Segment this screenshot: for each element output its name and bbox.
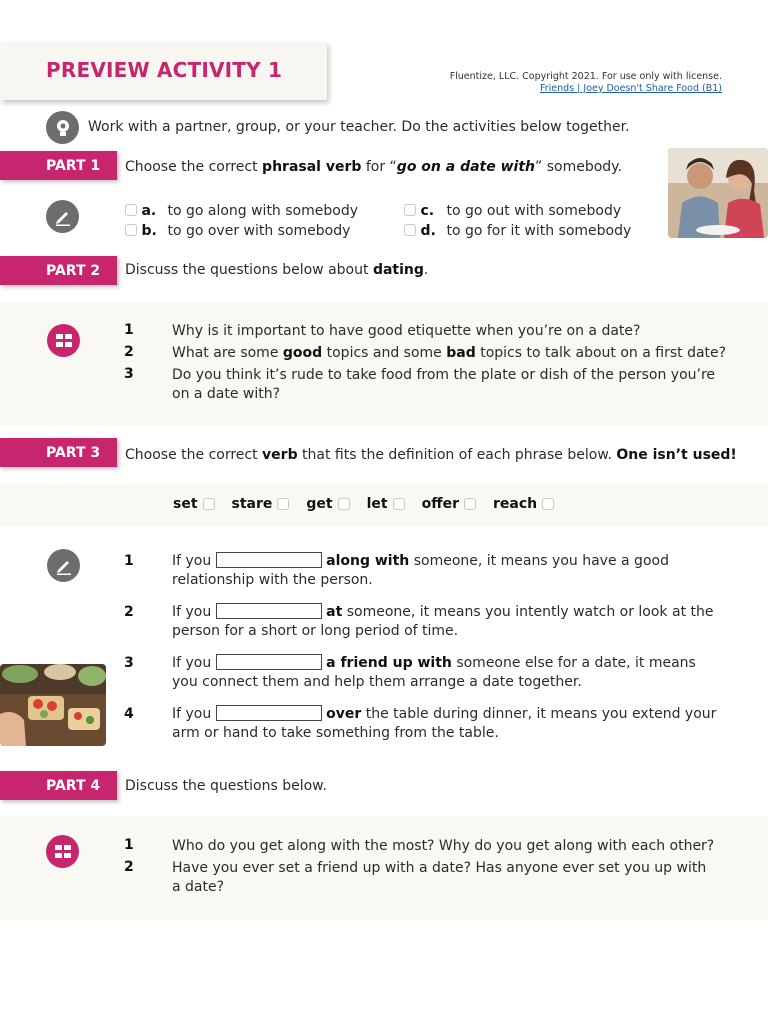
part3-q1: If you along with someone, it means you have a good relationship with the person. bbox=[172, 553, 669, 588]
part3-q3-num: 3 bbox=[124, 655, 134, 671]
word-reach[interactable]: reach bbox=[493, 496, 554, 512]
part2-q2: What are some good topics and some bad topics to talk about on a first date? bbox=[172, 345, 727, 361]
part4-q1-num: 1 bbox=[124, 837, 134, 853]
part4-q1: Who do you get along with the most? Why do you get along with each other? bbox=[172, 838, 715, 854]
part2-tag: PART 2 bbox=[0, 256, 117, 285]
part3-q2: If you at someone, it means you intently watch or look at the person for a short or long period of time. bbox=[172, 604, 714, 639]
part3-tag: PART 3 bbox=[0, 438, 117, 467]
part2-block bbox=[0, 302, 768, 426]
pencil-icon bbox=[47, 549, 80, 582]
copyright-block bbox=[450, 71, 722, 95]
part2-instruction: Discuss the questions below about dating. bbox=[125, 262, 429, 278]
part4-q2-num: 2 bbox=[124, 859, 134, 875]
part4-instruction: Discuss the questions below. bbox=[125, 778, 327, 794]
pencil-icon bbox=[46, 200, 79, 233]
option-c-checkbox[interactable] bbox=[404, 204, 416, 216]
part1-options-left bbox=[125, 201, 358, 241]
option-b-checkbox[interactable] bbox=[125, 224, 137, 236]
part2-q3-num: 3 bbox=[124, 366, 134, 382]
copyright-text: Fluentize, LLC. Copyright 2021. For use only with license. bbox=[449, 71, 722, 82]
word-bank-list bbox=[173, 496, 554, 512]
answer-blank-3[interactable] bbox=[216, 654, 322, 670]
part2-q1-num: 1 bbox=[124, 322, 134, 338]
source-link[interactable]: Friends | Joey Doesn't Share Food (B1) bbox=[539, 83, 722, 94]
option-a[interactable]: a. to go along with somebody bbox=[125, 201, 358, 221]
part3-q3: If you a friend up with someone else for a date, it means you connect them and help them arrange a date together. bbox=[172, 655, 696, 690]
part2-q2-num: 2 bbox=[124, 344, 134, 360]
option-d[interactable]: d. to go for it with somebody bbox=[404, 221, 631, 241]
couple-photo bbox=[668, 148, 768, 238]
option-a-checkbox[interactable] bbox=[125, 204, 137, 216]
discussion-icon bbox=[46, 835, 79, 868]
option-c[interactable]: c. to go out with somebody bbox=[404, 201, 631, 221]
part1-tag: PART 1 bbox=[0, 151, 117, 180]
part3-q4: If you over the table during dinner, it means you extend your arm or hand to take something from the table. bbox=[172, 706, 717, 741]
intro-text: Work with a partner, group, or your teacher. Do the activities below together. bbox=[88, 119, 630, 135]
part2-q1: Why is it important to have good etiquette when you’re on a date? bbox=[172, 323, 641, 339]
option-b[interactable]: b. to go over with somebody bbox=[125, 221, 358, 241]
answer-blank-4[interactable] bbox=[216, 705, 322, 721]
part1-instruction: Choose the correct phrasal verb for “go on a date with” somebody. bbox=[125, 159, 622, 175]
word-get[interactable]: get bbox=[306, 496, 349, 512]
word-set[interactable]: set bbox=[173, 496, 215, 512]
discussion-icon bbox=[47, 324, 80, 357]
page-title: PREVIEW ACTIVITY 1 bbox=[46, 58, 283, 82]
part2-q3: Do you think it’s rude to take food from the plate or dish of the person you’re on a date with? bbox=[172, 367, 716, 402]
word-let[interactable]: let bbox=[367, 496, 405, 512]
option-d-checkbox[interactable] bbox=[404, 224, 416, 236]
part3-q1-num: 1 bbox=[124, 553, 134, 569]
answer-blank-1[interactable] bbox=[216, 552, 322, 568]
part3-instruction: Choose the correct verb that fits the definition of each phrase below. One isn’t used! bbox=[125, 447, 737, 463]
food-photo bbox=[0, 664, 106, 746]
word-offer[interactable]: offer bbox=[422, 496, 476, 512]
part1-options-right bbox=[404, 201, 631, 241]
part3-q2-num: 2 bbox=[124, 604, 134, 620]
answer-blank-2[interactable] bbox=[216, 603, 322, 619]
part4-tag: PART 4 bbox=[0, 771, 117, 800]
part4-q2: Have you ever set a friend up with a date? Has anyone ever set you up with a date? bbox=[172, 860, 707, 895]
lightbulb-head-icon bbox=[46, 111, 79, 144]
word-stare[interactable]: stare bbox=[232, 496, 290, 512]
part3-q4-num: 4 bbox=[124, 706, 134, 722]
